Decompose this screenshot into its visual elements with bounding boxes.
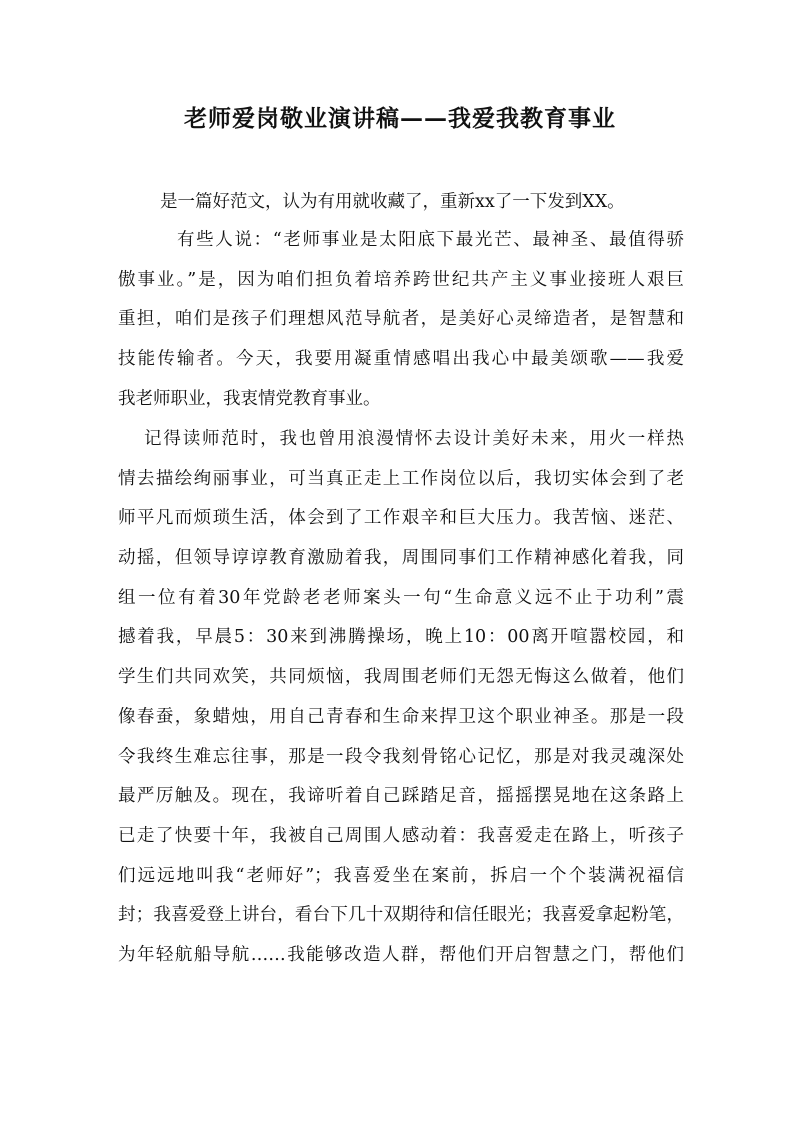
paragraph-1 bbox=[118, 228, 684, 426]
paragraph-line: 像春蚕，象蜡烛，用自己青春和生命来捍卫这个职业神圣。那是一段 bbox=[118, 706, 684, 727]
paragraph-line: 情去描绘绚丽事业，可当真正走上工作岗位以后，我切实体会到了老 bbox=[118, 468, 684, 489]
paragraph-line: 重担，咱们是孩子们理想风范导航者，是美好心灵缔造者，是智慧和 bbox=[118, 309, 684, 330]
paragraph-line: 封；我喜爱登上讲台，看台下几十双期待和信任眼光；我喜爱拿起粉笔， bbox=[118, 905, 684, 926]
paragraph-line: 已走了快要十年，我被自己周围人感动着：我喜爱走在路上，听孩子 bbox=[118, 825, 684, 846]
intro-line: 是一篇好范文，认为有用就收藏了，重新xx了一下发到XX。 bbox=[160, 192, 625, 212]
paragraph-line: 撼着我，早晨5：30来到沸腾操场，晚上10：00离开喧嚣校园，和 bbox=[118, 627, 684, 648]
paragraph-line: 们远远地叫我“老师好”；我喜爱坐在案前，拆启一个个装满祝福信 bbox=[118, 865, 684, 886]
paragraph-line: 动摇，但领导谆谆教育激励着我，周围同事们工作精神感化着我，同 bbox=[118, 548, 684, 569]
paragraph-line: 学生们共同欢笑，共同烦恼，我周围老师们无怨无悔这么做着，他们 bbox=[118, 667, 684, 688]
paragraph-line: 我老师职业，我衷情党教育事业。 bbox=[118, 388, 381, 409]
paragraph-line: 令我终生难忘往事，那是一段令我刻骨铭心记忆，那是对我灵魂深处 bbox=[118, 746, 684, 767]
paragraph-line: 技能传输者。今天，我要用凝重情感唱出我心中最美颂歌——我爱 bbox=[118, 349, 684, 370]
paragraph-line: 为年轻航船导航……我能够改造人群，帮他们开启智慧之门，帮他们 bbox=[118, 944, 684, 965]
paragraph-line: 傲事业。”是，因为咱们担负着培养跨世纪共产主义事业接班人艰巨 bbox=[118, 269, 684, 290]
paragraph-2 bbox=[118, 427, 684, 983]
document-title: 老师爱岗敬业演讲稿——我爱我教育事业 bbox=[184, 105, 616, 132]
paragraph-line: 有些人说：“老师事业是太阳底下最光芒、最神圣、最值得骄 bbox=[177, 230, 684, 250]
paragraph-line: 最严厉触及。现在，我谛听着自己踩踏足音，摇摇摆晃地在这条路上 bbox=[118, 786, 684, 807]
paragraph-line: 师平凡而烦琐生活，体会到了工作艰辛和巨大压力。我苦恼、迷茫、 bbox=[118, 508, 684, 529]
paragraph-line: 记得读师范时，我也曾用浪漫情怀去设计美好未来，用火一样热 bbox=[144, 429, 684, 449]
paragraph-line: 组一位有着30年党龄老老师案头一句“生命意义远不止于功利”震 bbox=[118, 587, 684, 608]
